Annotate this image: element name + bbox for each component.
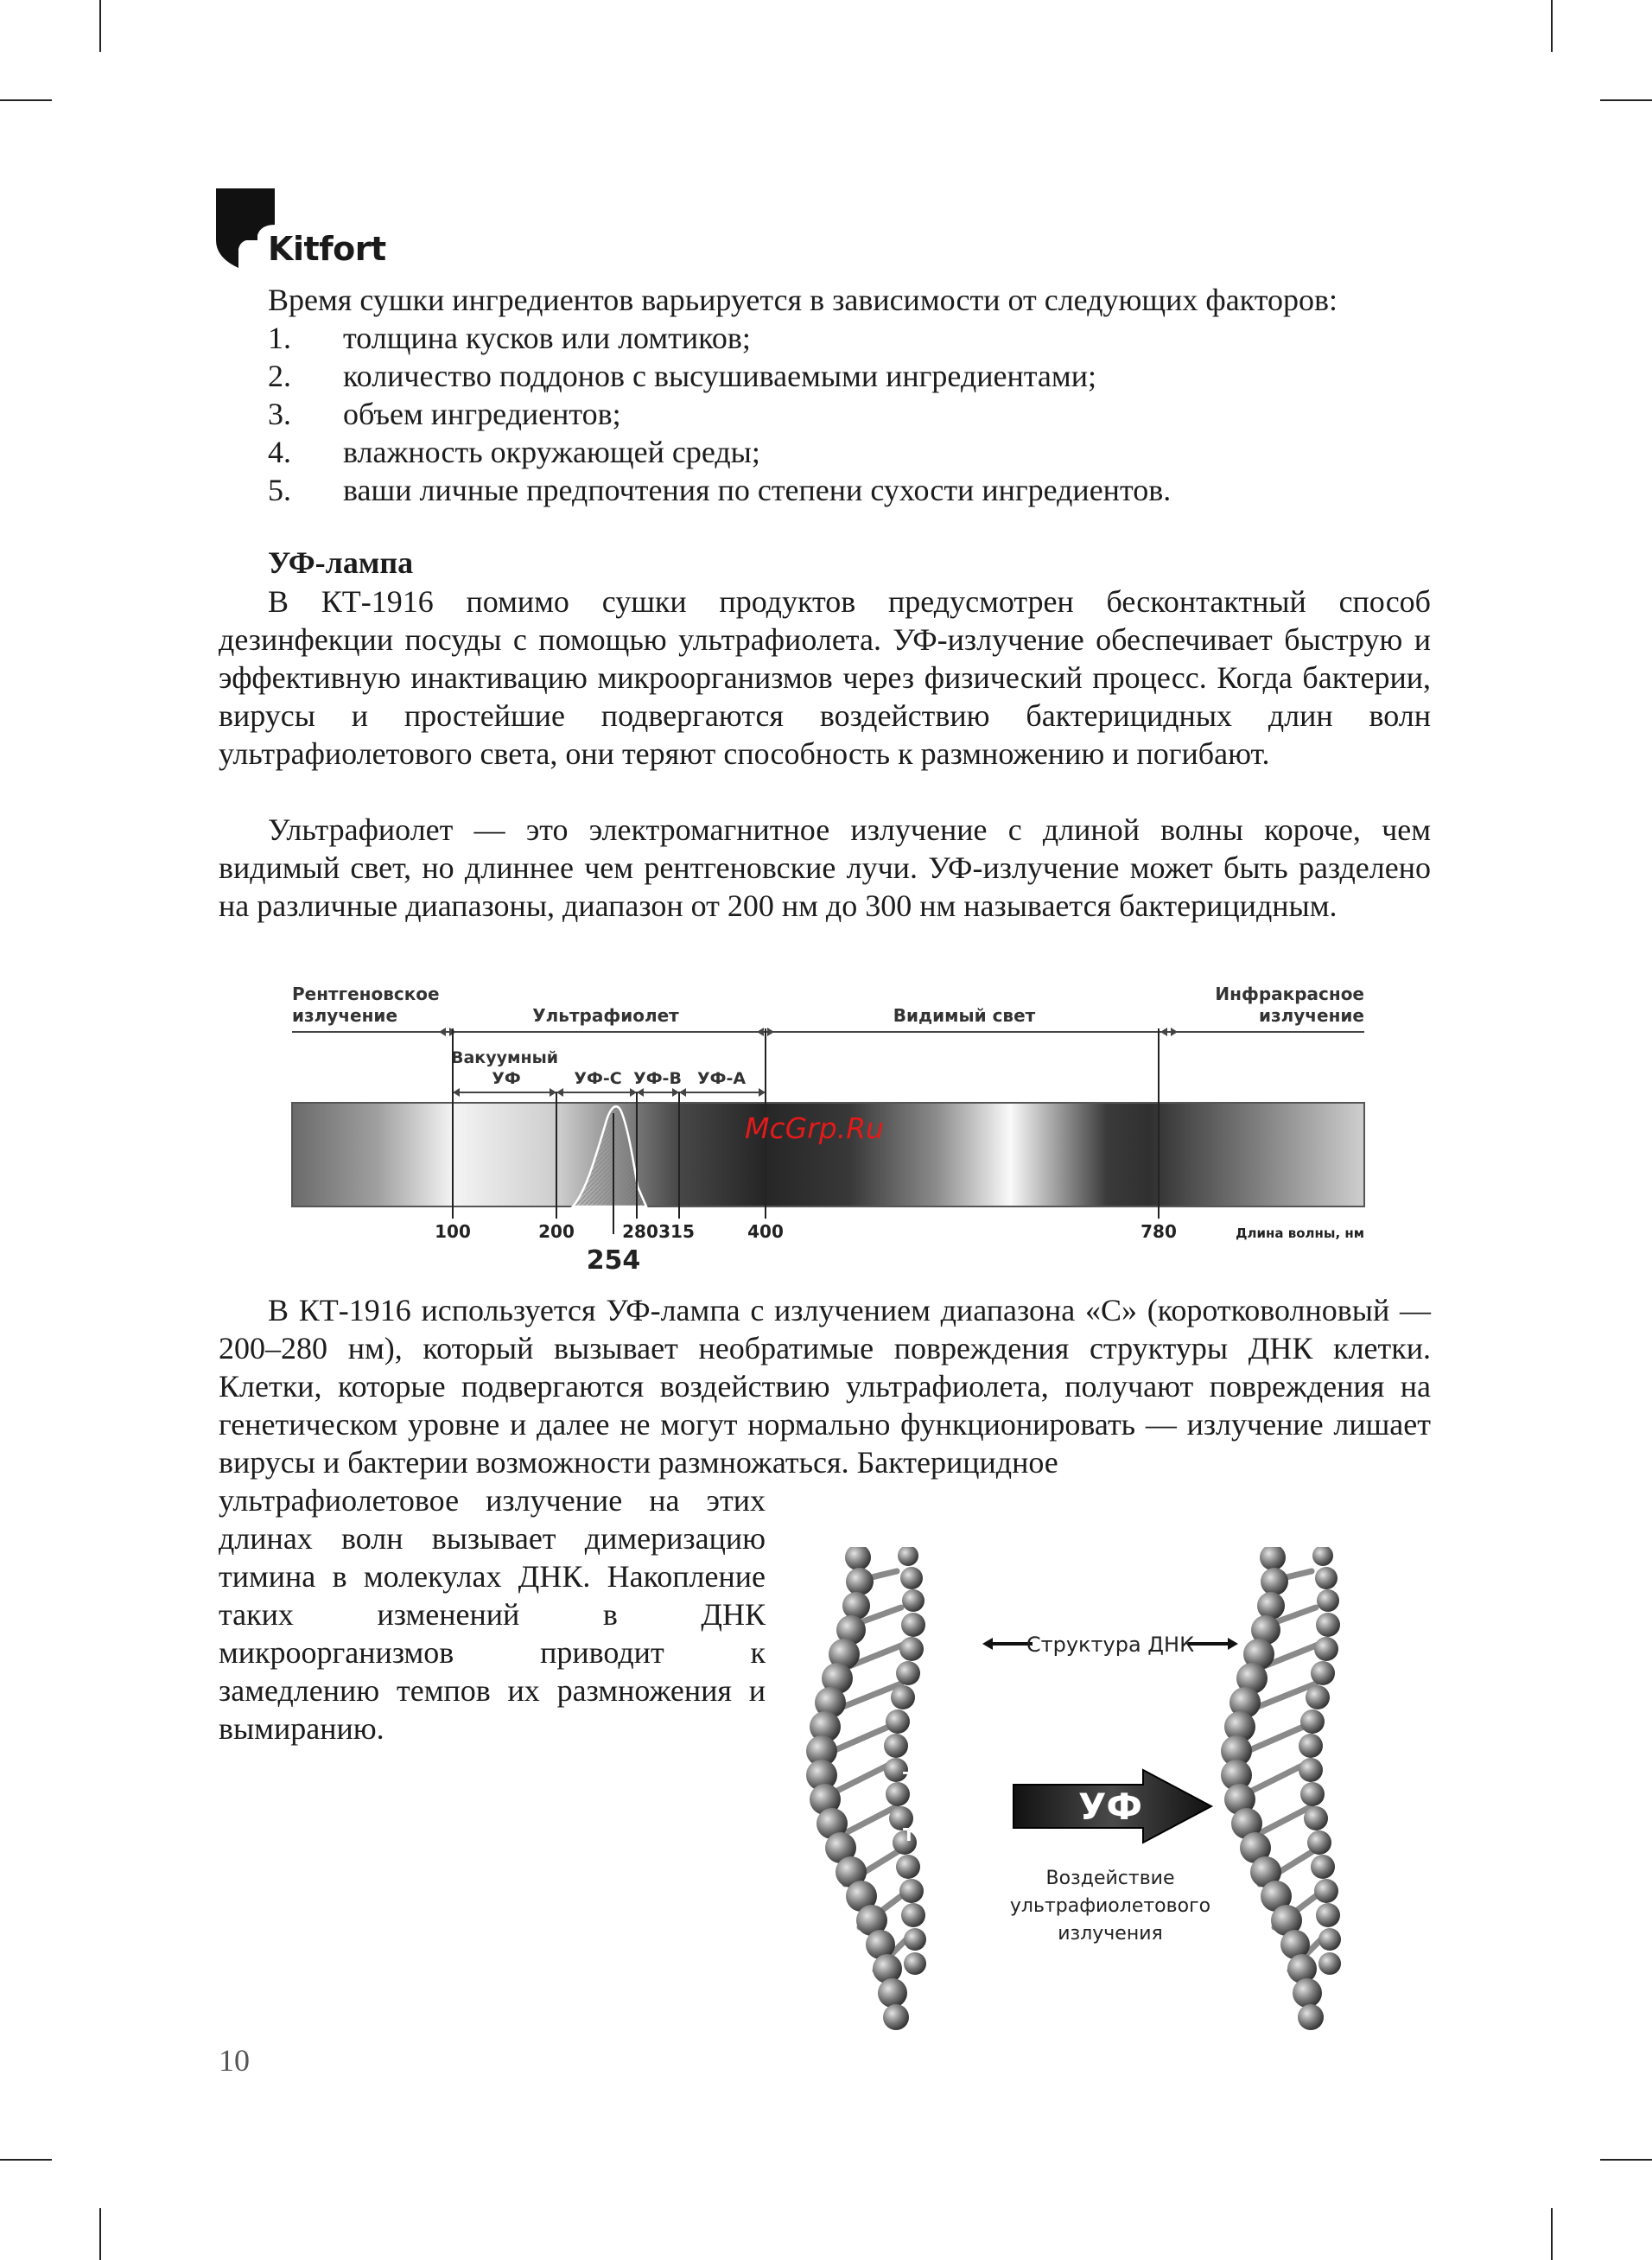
list-item: 3. объем ингредиентов; [268, 397, 621, 431]
crop-mark [1600, 99, 1652, 101]
region-xray-label: Рентгеновское [292, 984, 440, 1004]
crop-mark [0, 2159, 52, 2161]
region-xray-label: излучение [292, 1005, 398, 1026]
peak-label: 254 [586, 1245, 641, 1276]
sub-vacuum-label: УФ [492, 1069, 521, 1088]
factors-list [268, 319, 1171, 509]
sub-vacuum-label: Вакуумный [451, 1048, 559, 1067]
section-title: УФ-лампа [268, 545, 414, 580]
region-visible-label: Видимый свет [893, 1005, 1036, 1026]
crop-mark [1600, 2159, 1652, 2161]
axis-label: Длина волны, нм [1236, 1225, 1364, 1241]
uv-arrow-label: УФ [1077, 1786, 1143, 1828]
watermark: McGrp.Ru [745, 1111, 885, 1145]
tick-label: 280 [622, 1221, 658, 1242]
list-item: 2. количество поддонов с высушиваемыми ингредиентами; [268, 359, 1096, 393]
region-ir-label: Инфракрасное [1215, 984, 1364, 1004]
tick-label: 780 [1141, 1221, 1177, 1242]
dna-uv-diagram [799, 1547, 1404, 2035]
paragraph: ультрафиолетовое излучение на этих длинах волн вызывает димеризацию тимина в молекулах ДНК. Накопление таких изменений в ДНК микроорганизмов приводит к замедлению темпов их размножения и вымиранию. [219, 1483, 766, 1746]
paragraph: В КТ-1916 используется УФ-лампа с излучением диапазона «С» (коротковолновый — 200–280 нм), который вызывает необратимые повреждения структуры ДНК клетки. Клетки, которые подвергаются воздействию ультрафиолета, получают повреждения на генетическом уровне и далее не могут нормально функционировать — излучение лишает вирусы и бактерии возможности размножаться. Бактерицидное [219, 1293, 1431, 1480]
thymine-label: T [1344, 1814, 1356, 1835]
tick-label: 200 [538, 1221, 575, 1242]
paragraph: Ультрафиолет — это электромагнитное излучение с длиной волны короче, чем видимый свет, но длиннее чем рентгеновские лучи. УФ-излучение может быть разделено на различные диапазоны, диапазон от 200 нм до 300 нм называется бактерицидным. [219, 812, 1431, 923]
crop-mark [99, 0, 101, 52]
crop-mark [1551, 2208, 1553, 2260]
thymine-label: T [1344, 1781, 1356, 1802]
sub-uvb-label: УФ-В [633, 1069, 682, 1088]
crop-mark [0, 99, 52, 101]
uv-caption: излучения [1058, 1923, 1163, 1945]
list-item: 1. толщина кусков или ломтиков; [268, 321, 751, 355]
sub-uva-label: УФ-А [696, 1069, 747, 1088]
thymine-label: T [903, 1768, 915, 1789]
page-number: 10 [219, 2043, 250, 2078]
paragraph: В КТ-1916 помимо сушки продуктов предусмотрен бесконтактный способ дезинфекции посуды с помощью ультрафиолета. УФ-излучение обеспечивает быструю и эффективную инактивацию микроорганизмов через физический процесс. Когда бактерии, вирусы и простейшие подвергаются воздействию бактерицидных длин волн ультрафиолетового света, они теряют способность к размножению и погибают. [219, 584, 1431, 771]
structure-label: Структура ДНК [1026, 1633, 1195, 1657]
factors-intro: Время сушки ингредиентов варьируется в зависимости от следующих факторов: [268, 283, 1337, 317]
thymine-label: T [903, 1824, 915, 1845]
list-item: 4. влажность окружающей среды; [268, 435, 760, 469]
crop-mark [99, 2208, 101, 2260]
tick-label: 315 [658, 1221, 695, 1242]
region-ir-label: излучение [1258, 1005, 1364, 1026]
uv-caption: Воздействие [1045, 1868, 1175, 1889]
uv-caption: ультрафиолетового [1009, 1895, 1211, 1917]
region-uv-label: Ультрафиолет [532, 1005, 679, 1026]
tick-label: 100 [435, 1221, 471, 1242]
list-item: 5. ваши личные предпочтения по степени сухости ингредиентов. [268, 473, 1172, 507]
sub-uvc-label: УФ-С [574, 1069, 622, 1088]
crop-mark [1551, 0, 1553, 52]
tick-label: 400 [747, 1221, 784, 1242]
brand-name: Kitfort [268, 230, 386, 268]
